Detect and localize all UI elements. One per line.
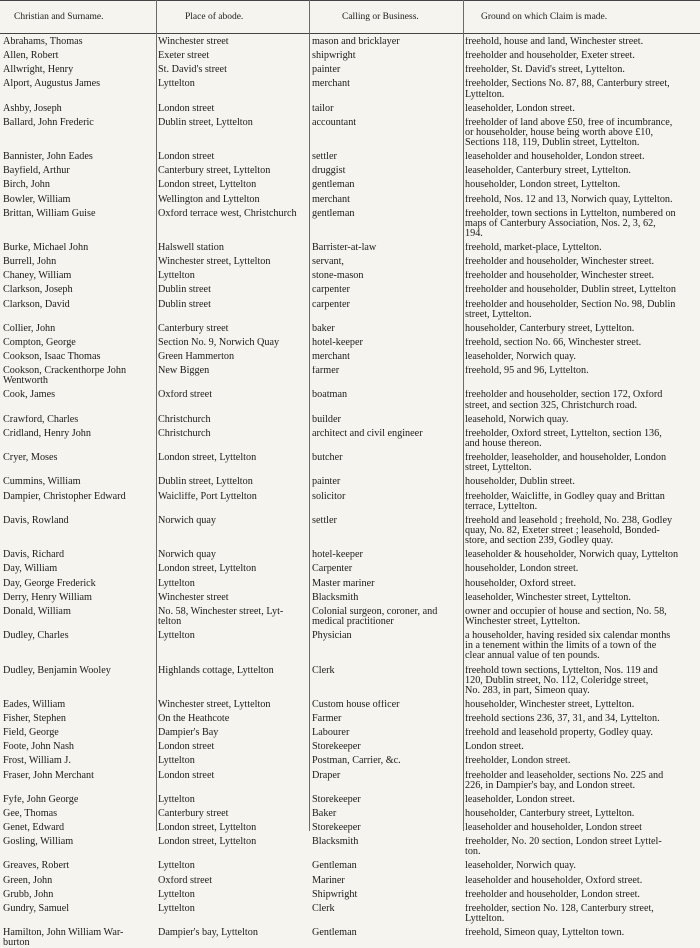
cell-abode: Lyttelton <box>158 271 195 282</box>
cell-abode: Lyttelton <box>158 756 195 767</box>
cell-name: Allwright, Henry <box>3 65 74 76</box>
table-row <box>0 243 700 253</box>
cell-claim: freehold and leasehold property, Godley quay. <box>465 728 653 739</box>
cell-claim: leaseholder and householder, Oxford street. <box>465 875 643 886</box>
cell-claim: freehold and leasehold ; freehold, No. 238, Godley quay, No. 82, Exeter street ; leasehold, Bonded- store, and section 239, Godley quay. <box>465 515 673 547</box>
cell-calling: Postman, Carrier, &c. <box>312 756 401 767</box>
cell-calling: architect and civil engineer <box>312 428 423 439</box>
cell-name: Brittan, William Guise <box>3 208 96 219</box>
cell-calling: merchant <box>312 194 350 205</box>
cell-abode: Lyttelton <box>158 631 195 641</box>
cell-calling: tailor <box>312 103 334 114</box>
cell-name: Gosling, William <box>3 837 74 848</box>
cell-calling: Clerk <box>312 665 335 676</box>
cell-claim: freeholder, section No. 128, Canterbury street, Lyttelton. <box>465 903 654 924</box>
cell-name: Genet, Edward <box>3 823 65 833</box>
table-row <box>0 771 700 791</box>
cell-calling: Farmer <box>312 714 342 725</box>
cell-claim: leasehold, Norwich quay. <box>465 414 569 425</box>
cell-calling: Baker <box>312 808 337 819</box>
cell-claim: freeholder and householder, Section No. 98, Dublin street, Lyttelton. <box>465 299 676 320</box>
table-header <box>0 0 700 34</box>
cell-abode: New Biggen <box>158 366 210 377</box>
cell-calling: carpenter <box>312 299 350 310</box>
table-row <box>0 37 700 47</box>
cell-claim: freeholder, London street. <box>465 756 571 767</box>
cell-claim: householder, Oxford street. <box>465 578 577 589</box>
cell-abode: London street <box>158 103 215 114</box>
table-row <box>0 837 700 857</box>
cell-abode: Oxford street <box>158 875 213 886</box>
cell-name: Collier, John <box>3 323 56 334</box>
cell-claim: freehold, 95 and 96, Lyttelton. <box>465 366 589 377</box>
table-row <box>0 890 700 900</box>
cell-calling: stone-mason <box>312 271 364 282</box>
table-row <box>0 152 700 162</box>
cell-name: Ballard, John Frederic <box>3 117 94 128</box>
cell-claim: freeholder of land above £50, free of incumbrance, or householder, house being worth above £10, Sections 118, 119, Dublin street, Lyttelton. <box>465 117 673 149</box>
cell-claim: owner and occupier of house and section, No. 58, Winchester street, Lyttelton. <box>465 606 667 627</box>
table-row <box>0 728 700 738</box>
cell-calling: Blacksmith <box>312 837 359 848</box>
table-row <box>0 550 700 560</box>
table-row <box>0 631 700 662</box>
cell-claim: freehold town sections, Lyttelton, Nos. 119 and 120, Dublin street, No. 112, Coleridge street, No. 283, in part, Simeon quay. <box>465 665 658 696</box>
cell-claim: freeholder and householder, London street. <box>465 889 640 900</box>
table-row <box>0 209 700 240</box>
table-row <box>0 429 700 449</box>
cell-claim: leaseholder, London street. <box>465 103 575 114</box>
cell-claim: freeholder and householder, Dublin street, Lyttelton <box>465 285 676 296</box>
table-row <box>0 795 700 805</box>
table-row <box>0 166 700 176</box>
cell-calling: Master mariner <box>312 578 375 589</box>
cell-calling: Mariner <box>312 875 345 886</box>
cell-claim: householder, Canterbury street, Lyttelton. <box>465 808 635 819</box>
header-calling: Calling or Business. <box>342 12 419 22</box>
cell-name: Foote, John Nash <box>3 742 75 753</box>
cell-claim: London street. <box>465 742 524 753</box>
cell-abode: Dublin street <box>158 299 211 310</box>
cell-name: Greaves, Robert <box>3 861 70 872</box>
cell-claim: freeholder, town sections in Lyttelton, numbered on maps of Canterbury Association, Nos. 2, 3, 62, 194. <box>465 208 676 239</box>
table-row <box>0 338 700 348</box>
cell-abode: Canterbury street <box>158 323 229 334</box>
cell-name: Clarkson, Joseph <box>3 285 73 296</box>
cell-abode: London street <box>158 770 215 781</box>
cell-name: Day, William <box>3 564 58 575</box>
table-row <box>0 876 700 886</box>
cell-calling: shipwright <box>312 51 356 62</box>
table-row <box>0 285 700 295</box>
cell-abode: Dublin street, Lyttelton <box>158 477 253 488</box>
cell-claim: freeholder and leaseholder, sections No. 225 and 226, in Dampier's bay, and London street. <box>465 770 664 791</box>
table-row <box>0 79 700 99</box>
table-row <box>0 104 700 114</box>
cell-claim: freeholder, St. David's street, Lyttelton. <box>465 65 625 76</box>
cell-calling: Shipwright <box>312 889 358 900</box>
cell-claim: leaseholder, Canterbury street, Lyttelton. <box>465 166 631 177</box>
cell-claim: a householder, having resided six calendar months in a tenement within the limits of a town of the clear annual value of ten pounds. <box>465 631 671 662</box>
cell-claim: freeholder, No. 20 section, London street Lyttel- ton. <box>465 837 662 858</box>
cell-calling: Clerk <box>312 903 335 914</box>
cell-abode: Oxford street <box>158 390 213 401</box>
cell-calling: hotel-keeper <box>312 337 363 348</box>
table-row <box>0 861 700 871</box>
cell-name: Cummins, William <box>3 477 81 488</box>
table-row <box>0 714 700 724</box>
cell-abode: Highlands cottage, Lyttelton <box>158 665 274 676</box>
cell-calling: Barrister-at-law <box>312 243 377 254</box>
cell-abode: Exeter street <box>158 51 210 62</box>
cell-name: Davis, Richard <box>3 550 65 561</box>
cell-abode: Norwich quay <box>158 515 216 526</box>
cell-calling: Labourer <box>312 728 350 739</box>
cell-calling: builder <box>312 414 341 425</box>
cell-abode: Lyttelton <box>158 578 195 589</box>
cell-calling: Gentleman <box>312 928 357 938</box>
cell-calling: baker <box>312 323 335 334</box>
cell-name: Cryer, Moses <box>3 453 58 464</box>
cell-calling: carpenter <box>312 285 350 296</box>
table-row <box>0 666 700 697</box>
table-row <box>0 271 700 281</box>
table-row <box>0 477 700 487</box>
cell-calling: Draper <box>312 770 341 781</box>
table-row <box>0 390 700 410</box>
cell-abode: Waicliffe, Port Lyttelton <box>158 491 257 502</box>
cell-name: Cridland, Henry John <box>3 428 91 439</box>
cell-claim: freehold, section No. 66, Winchester street. <box>465 337 642 348</box>
cell-claim: freehold, Nos. 12 and 13, Norwich quay, Lyttelton. <box>465 194 673 205</box>
cell-calling: settler <box>312 152 337 163</box>
cell-name: Abrahams, Thomas <box>3 37 83 47</box>
cell-abode: Dublin street <box>158 285 211 296</box>
cell-calling: Blacksmith <box>312 592 359 603</box>
cell-name: Ashby, Joseph <box>3 103 62 114</box>
cell-claim: leaseholder and householder, London street. <box>465 152 645 163</box>
cell-claim: freeholder and householder, section 172, Oxford street, and section 325, Christchurch road. <box>465 390 663 411</box>
cell-claim: leaseholder, London street. <box>465 794 575 805</box>
header-abode: Place of abode. <box>185 12 244 22</box>
cell-calling: gentleman <box>312 180 355 191</box>
cell-abode: Canterbury street, Lyttelton <box>158 166 271 177</box>
cell-claim: leaseholder and householder, London street <box>465 823 642 833</box>
cell-abode: Christchurch <box>158 414 211 425</box>
cell-abode: St. David's street <box>158 65 227 76</box>
cell-abode: London street, Lyttelton <box>158 837 257 848</box>
cell-abode: London street <box>158 152 215 163</box>
cell-calling: Gentleman <box>312 861 357 872</box>
cell-calling: boatman <box>312 390 348 401</box>
cell-calling: servant, <box>312 257 344 268</box>
cell-abode: No. 58, Winchester street, Lyt- telton <box>158 606 284 627</box>
table-row <box>0 742 700 752</box>
cell-name: Davis, Rowland <box>3 515 69 526</box>
table-row <box>0 415 700 425</box>
table-row <box>0 593 700 603</box>
cell-abode: Oxford terrace west, Christchurch <box>158 208 297 219</box>
header-name: Christian and Surname. <box>14 12 104 22</box>
cell-name: Clarkson, David <box>3 299 70 310</box>
cell-name: Field, George <box>3 728 59 739</box>
cell-calling: Storekeeper <box>312 794 361 805</box>
cell-name: Crawford, Charles <box>3 414 79 425</box>
cell-name: Dudley, Charles <box>3 631 69 641</box>
cell-name: Burke, Michael John <box>3 243 89 254</box>
cell-claim: freeholder, Oxford street, Lyttelton, section 136, and house thereon. <box>465 428 662 449</box>
cell-claim: freehold, market-place, Lyttelton. <box>465 243 602 254</box>
cell-name: Gundry, Samuel <box>3 903 70 914</box>
cell-calling: solicitor <box>312 491 346 502</box>
cell-name: Birch, John <box>3 180 50 191</box>
cell-name: Fyfe, John George <box>3 794 79 805</box>
cell-claim: leaseholder, Norwich quay. <box>465 861 576 872</box>
cell-name: Gee, Thomas <box>3 808 58 819</box>
cell-name: Grubb, John <box>3 889 54 900</box>
table-row <box>0 51 700 61</box>
cell-abode: Norwich quay <box>158 550 216 561</box>
cell-abode: Canterbury street <box>158 808 229 819</box>
cell-name: Cookson, Crackenthorpe John Wentworth <box>3 366 127 387</box>
table-row <box>0 756 700 766</box>
cell-abode: Section No. 9, Norwich Quay <box>158 337 280 348</box>
cell-abode: Lyttelton <box>158 889 195 900</box>
cell-claim: leaseholder, Winchester street, Lyttelton. <box>465 592 631 603</box>
cell-name: Eades, William <box>3 700 66 710</box>
table-row <box>0 564 700 574</box>
table-row <box>0 453 700 473</box>
table-row <box>0 809 700 819</box>
cell-calling: Physician <box>312 631 352 641</box>
cell-claim: leaseholder, Norwich quay. <box>465 352 576 362</box>
cell-calling: mason and bricklayer <box>312 37 400 47</box>
cell-name: Hamilton, John William War- burton <box>3 928 124 948</box>
cell-calling: Custom house officer <box>312 700 400 710</box>
cell-claim: freehold, house and land, Winchester street. <box>465 37 644 47</box>
cell-name: Derry, Henry William <box>3 592 92 603</box>
table-row <box>0 700 700 710</box>
cell-name: Dampier, Christopher Edward <box>3 491 126 502</box>
cell-name: Fraser, John Merchant <box>3 770 94 781</box>
cell-abode: London street, Lyttelton <box>158 564 257 575</box>
cell-calling: Storekeeper <box>312 742 361 753</box>
cell-name: Day, George Frederick <box>3 578 96 589</box>
cell-calling: accountant <box>312 117 357 128</box>
cell-calling: butcher <box>312 453 343 464</box>
table-row <box>0 195 700 205</box>
table-row <box>0 366 700 386</box>
table-row <box>0 492 700 512</box>
table-row <box>0 928 700 948</box>
table-row <box>0 118 700 149</box>
cell-calling: farmer <box>312 366 340 377</box>
cell-abode: Winchester street <box>158 37 229 47</box>
cell-abode: Halswell station <box>158 243 224 254</box>
cell-claim: freeholder, Waicliffe, in Godley quay and Brittan terrace, Lyttelton. <box>465 491 665 512</box>
table-row <box>0 607 700 627</box>
table-row <box>0 904 700 924</box>
cell-calling: painter <box>312 477 341 488</box>
cell-abode: London street, Lyttelton <box>158 180 257 191</box>
table-row <box>0 823 700 833</box>
cell-abode: On the Heathcote <box>158 714 230 725</box>
cell-name: Compton, George <box>3 337 76 348</box>
cell-calling: druggist <box>312 166 346 177</box>
table-row <box>0 516 700 547</box>
cell-claim: freeholder, leaseholder, and householder, London street, Lyttelton. <box>465 453 667 474</box>
cell-name: Cook, James <box>3 390 56 401</box>
cell-name: Bayfield, Arthur <box>3 166 70 177</box>
cell-abode: Winchester street, Lyttelton <box>158 257 271 268</box>
cell-claim: householder, Canterbury street, Lyttelton. <box>465 323 635 334</box>
cell-claim: freeholder and householder, Winchester street. <box>465 257 655 268</box>
cell-abode: London street, Lyttelton <box>158 453 257 464</box>
cell-claim: householder, London street. <box>465 564 579 575</box>
cell-calling: merchant <box>312 352 350 362</box>
cell-claim: freehold sections 236, 37, 31, and 34, Lyttelton. <box>465 714 660 725</box>
cell-calling: hotel-keeper <box>312 550 363 561</box>
cell-name: Allen, Robert <box>3 51 59 62</box>
cell-calling: settler <box>312 515 337 526</box>
cell-abode: Dampier's bay, Lyttelton <box>158 928 258 938</box>
table-row <box>0 257 700 267</box>
cell-name: Dudley, Benjamin Wooley <box>3 665 111 676</box>
cell-calling: Storekeeper <box>312 823 361 833</box>
cell-abode: Winchester street, Lyttelton <box>158 700 271 710</box>
cell-claim: freeholder and householder, Winchester street. <box>465 271 655 282</box>
cell-calling: painter <box>312 65 341 76</box>
cell-name: Bowler, William <box>3 194 71 205</box>
cell-calling: gentleman <box>312 208 355 219</box>
cell-claim: freehold, Simeon quay, Lyttelton town. <box>465 928 625 938</box>
cell-claim: freeholder and householder, Exeter street. <box>465 51 635 62</box>
table-row <box>0 300 700 320</box>
cell-abode: Lyttelton <box>158 79 195 90</box>
table-row <box>0 180 700 190</box>
cell-abode: Christchurch <box>158 428 211 439</box>
cell-abode: Winchester street <box>158 592 229 603</box>
cell-claim: leaseholder & householder, Norwich quay, Lyttelton <box>465 550 679 561</box>
cell-calling: Colonial surgeon, coroner, and medical practitioner <box>312 606 438 627</box>
cell-name: Cookson, Isaac Thomas <box>3 352 101 362</box>
cell-abode: Dublin street, Lyttelton <box>158 117 253 128</box>
cell-name: Alport, Augustus James <box>3 79 101 90</box>
cell-abode: Lyttelton <box>158 861 195 872</box>
cell-name: Fisher, Stephen <box>3 714 66 725</box>
cell-name: Chaney, William <box>3 271 72 282</box>
cell-calling: Carpenter <box>312 564 353 575</box>
cell-abode: London street, Lyttelton <box>158 823 257 833</box>
cell-abode: Lyttelton <box>158 903 195 914</box>
cell-name: Bannister, John Eades <box>3 152 93 163</box>
cell-name: Frost, William J. <box>3 756 71 767</box>
header-claim: Ground on which Claim is made. <box>481 12 608 22</box>
cell-name: Burrell, John <box>3 257 57 268</box>
cell-name: Green, John <box>3 875 53 886</box>
cell-claim: householder, Dublin street. <box>465 477 575 488</box>
cell-name: Donald, William <box>3 606 71 617</box>
table-row <box>0 324 700 334</box>
table-row <box>0 579 700 589</box>
cell-abode: London street <box>158 742 215 753</box>
table-row <box>0 352 700 362</box>
cell-abode: Wellington and Lyttelton <box>158 194 260 205</box>
cell-calling: merchant <box>312 79 350 90</box>
cell-claim: freeholder, Sections No. 87, 88, Canterbury street, Lyttelton. <box>465 79 670 100</box>
cell-abode: Dampier's Bay <box>158 728 219 739</box>
cell-abode: Lyttelton <box>158 794 195 805</box>
cell-claim: householder, Winchester street, Lyttelton. <box>465 700 635 710</box>
table-row <box>0 65 700 75</box>
cell-claim: householder, London street, Lyttelton. <box>465 180 621 191</box>
cell-abode: Green Hammerton <box>158 352 235 362</box>
